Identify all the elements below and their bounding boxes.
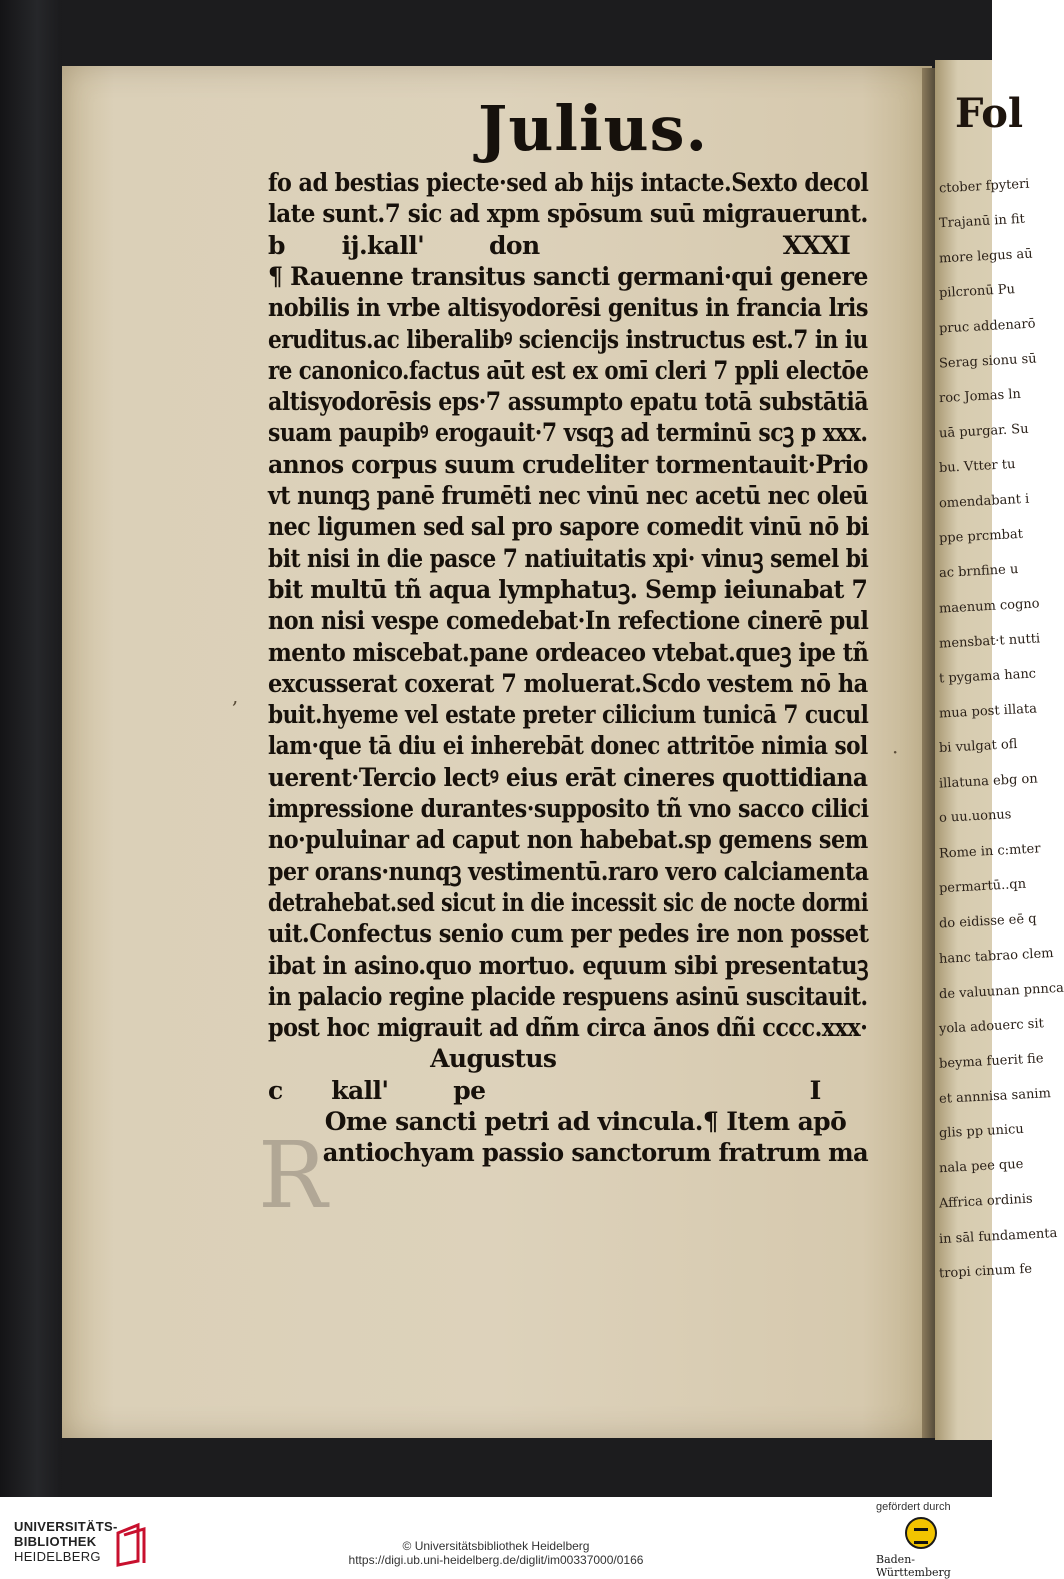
text-line: uit.Confectus senio cum per pedes ire non posset [268, 919, 869, 948]
text-line: per orans·nunqꝫ vestimentū.raro vero calciamenta [268, 857, 869, 886]
next-page-fragment: pilcronū Pu [938, 282, 1016, 301]
text-line: fo ad bestias piecte·sed ab hijs intacte.Sexto decol [268, 168, 869, 197]
text-line: buit.hyeme vel estate preter cilicium tunicā 7 cucul [268, 700, 869, 729]
text-line: no·puluinar ad caput non habebat.sp gemens sem [268, 825, 868, 854]
margin-mark: · [892, 740, 899, 764]
next-page-fragment: ac brnfine u [938, 561, 1019, 582]
next-page-fragment: do eidisse eē q [938, 911, 1037, 932]
margin-mark: , [232, 684, 239, 708]
text-line: post hoc migrauit ad dñm circa ānos dñi cccc.xxx· [268, 1013, 868, 1042]
text-line: nobilis in vrbe altisyodorēsi genitus in francia lris [268, 293, 868, 322]
next-page-fragment: pruc addenarō [938, 316, 1036, 337]
next-page-edge [935, 60, 1064, 1440]
text-line: ibat in asino.quo mortuo. equum sibi presentatuꝫ [268, 951, 868, 980]
next-page-fragment: t pygama hanc [938, 666, 1037, 687]
text-line: annos corpus suum crudeliter tormentauit·Prio [268, 450, 868, 479]
text-line: impressione durantes·supposito tñ vno sacco cilici [268, 794, 869, 823]
library-name-line3: HEIDELBERG [14, 1549, 101, 1564]
text-line: Ome sancti petri ad vincula.¶ Item apō [268, 1107, 847, 1136]
text-line: in palacio regine placide respuens asinū suscitauit. [268, 982, 868, 1011]
next-page-fragment: bu. Vtter tu [938, 457, 1016, 476]
state-emblem-icon [905, 1517, 937, 1549]
text-line: bit multū tñ aqua lymphatuꝫ. Semp ieiunabat 7 [268, 575, 868, 604]
text-line: non nisi vespe comedebat·In refectione cinerē pul [268, 606, 869, 635]
next-page-fragment: de valuunan pnnca [938, 980, 1064, 1003]
book-cover-edge [0, 0, 62, 1497]
next-page-fragment: uā purgar. Su [938, 421, 1029, 442]
text-line: suam paupibꝰ erogauit·7 vsqꝫ ad terminū scꝫ p xxx. [268, 418, 868, 447]
next-page-fragment: bi vulgat ofl [938, 736, 1018, 757]
next-page-fragment: ctober fpyteri [938, 176, 1030, 197]
next-page-fragment: roc Jomas ln [938, 386, 1022, 407]
permalink-url[interactable]: https://digi.ub.uni-heidelberg.de/diglit/im00337000/0166 [348, 1553, 644, 1567]
faded-initial-letter: R [258, 1122, 328, 1229]
copyright-text: © Universitätsbibliothek Heidelberg [402, 1539, 590, 1553]
text-line: Augustus [268, 1044, 557, 1073]
text-line: re canonico.factus aūt est ex omī cleri 7 ppli electōe [268, 356, 869, 385]
text-line: eruditus.ac liberalibꝰ sciencijs instructus est.7 in iu [268, 325, 868, 354]
next-page-fragment: ppe prcmbat [938, 526, 1024, 547]
text-line: mento miscebat.pane ordeaceo vtebat.queꝫ ipe tñ [268, 638, 869, 667]
text-line: c kall' pe I [268, 1076, 821, 1105]
text-line: excusserat coxerat 7 moluerat.Scdo vestem nō ha [268, 669, 868, 698]
viewer-footer [0, 1497, 992, 1579]
text-line: ¶ Rauenne transitus sancti germani·qui genere [268, 262, 868, 291]
next-page-fragment: Affrica ordinis [938, 1191, 1033, 1212]
next-page-fragment: o uu.uonus [938, 807, 1012, 826]
next-page-fragment: nala pee que [938, 1156, 1024, 1177]
next-page-fragment: Trajanū in fit [938, 211, 1026, 232]
text-line: b ij.kall' don XXXI [268, 231, 851, 260]
next-page-fragment: yola adouerc sit [938, 1016, 1045, 1037]
next-page-fragment: mensbat·t nutti [938, 631, 1041, 652]
next-page-fragment: maenum cogno [938, 596, 1040, 617]
sponsor-name: Baden-Württemberg [876, 1553, 951, 1579]
text-line: lam·que tā diu ei inherebāt donec attritōe nimia sol [268, 731, 868, 760]
sponsor-block[interactable] [870, 1501, 980, 1579]
page-heading: Julius. [478, 92, 709, 165]
next-page-fragment: mua post illata [938, 701, 1038, 722]
next-page-fragment: glis pp unicu [938, 1121, 1025, 1142]
next-page-fragment: hanc tabrao clem [938, 946, 1054, 967]
text-line: bit nisi in die pasce 7 natiuitatis xpi· vinuꝫ semel bi [268, 544, 869, 573]
next-page-fragment: illatuna ebg on [938, 771, 1039, 792]
text-line: uerent·Tercio lectꝰ eius erāt cineres quottidiana [268, 763, 868, 792]
next-page-fragment: omendabant i [938, 491, 1030, 512]
text-line: antiochyam passio sanctorum fratrum ma [268, 1138, 869, 1167]
next-page-fragment: in sāl fundamenta [938, 1225, 1058, 1248]
library-name-line2: BIBLIOTHEK [14, 1534, 97, 1549]
next-page-fragment: et annnisa sanim [938, 1086, 1052, 1107]
sponsor-label: gefördert durch [876, 1501, 951, 1513]
text-line: vt nunqꝫ panē frumēti nec vinū nec acetū nec oleū [268, 481, 868, 510]
next-page-fragment: Rome in c:mter [938, 841, 1041, 862]
next-page-heading: Fol [955, 90, 1024, 137]
text-line: altisyodorēsis eps·7 assumpto epatu totā substātiā [268, 387, 869, 416]
text-line: nec ligumen sed sal pro sapore comedit vinū nō bi [268, 512, 869, 541]
next-page-fragment: beyma fuerit fie [938, 1051, 1044, 1072]
next-page-fragment: more legus aū [938, 246, 1034, 267]
text-line: late sunt.7 sic ad xpm spōsum suū migrauerunt. [268, 199, 868, 228]
next-page-fragment: tropi cinum fe [938, 1261, 1033, 1282]
library-name-line1: UNIVERSITÄTS- [14, 1519, 118, 1534]
next-page-fragment: permartū..qn [938, 876, 1027, 897]
text-line: detrahebat.sed sicut in die incessit sic de nocte dormi [268, 888, 869, 917]
next-page-fragment: Serag sionu sū [938, 351, 1037, 372]
